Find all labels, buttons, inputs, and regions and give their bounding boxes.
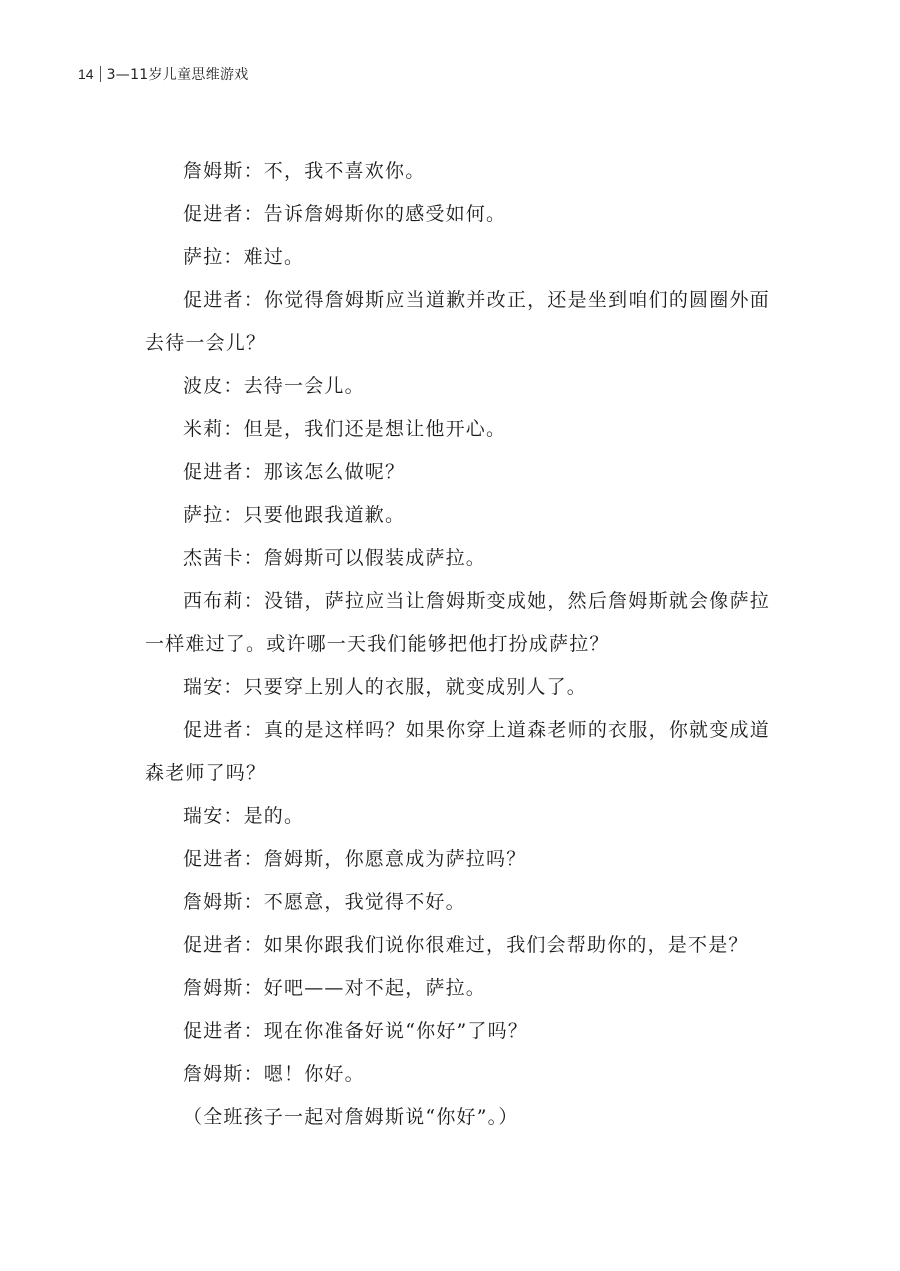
running-header: [78, 64, 249, 84]
dialogue-line: 波皮：去待一会儿。: [183, 375, 365, 397]
dialogue-line: 詹姆斯：好吧——对不起，萨拉。: [183, 977, 487, 999]
dialogue-line: 米莉：但是，我们还是想让他开心。: [183, 418, 507, 440]
page-number: 14: [78, 66, 94, 82]
page-body: [145, 150, 770, 1139]
dialogue-line: 萨拉：只要他跟我道歉。: [183, 504, 406, 526]
dialogue-line: 瑞安：是的。: [183, 805, 305, 827]
dialogue-line: 杰茜卡：詹姆斯可以假装成萨拉。: [183, 547, 487, 569]
dialogue-line: 促进者：告诉詹姆斯你的感受如何。: [183, 203, 507, 225]
dialogue-line: 促进者：现在你准备好说“你好”了吗？: [183, 1020, 529, 1042]
dialogue-line: 詹姆斯：不愿意，我觉得不好。: [183, 891, 466, 913]
dialogue-line: 詹姆斯：嗯！你好。: [183, 1063, 365, 1085]
dialogue-line: 促进者：真的是这样吗？如果你穿上道森老师的衣服，你就变成道森老师了吗？: [145, 719, 770, 784]
dialogue-line: 促进者：你觉得詹姆斯应当道歉并改正，还是坐到咱们的圆圈外面去待一会儿？: [145, 289, 770, 354]
dialogue-line: 促进者：如果你跟我们说你很难过，我们会帮助你的，是不是？: [183, 934, 749, 956]
dialogue-line: 促进者：詹姆斯，你愿意成为萨拉吗？: [183, 848, 527, 870]
header-divider: [100, 66, 101, 82]
dialogue-line: 促进者：那该怎么做呢？: [183, 461, 406, 483]
dialogue-line: 瑞安：只要穿上别人的衣服，就变成别人了。: [183, 676, 588, 698]
dialogue-line: 詹姆斯：不，我不喜欢你。: [183, 160, 426, 182]
dialogue-line: 萨拉：难过。: [183, 246, 305, 268]
stage-note: （全班孩子一起对詹姆斯说“你好”。）: [183, 1106, 519, 1128]
book-title: 3—11岁儿童思维游戏: [106, 67, 249, 83]
dialogue-line: 西布莉：没错，萨拉应当让詹姆斯变成她，然后詹姆斯就会像萨拉一样难过了。或许哪一天我们能够把他打扮成萨拉？: [145, 590, 770, 655]
